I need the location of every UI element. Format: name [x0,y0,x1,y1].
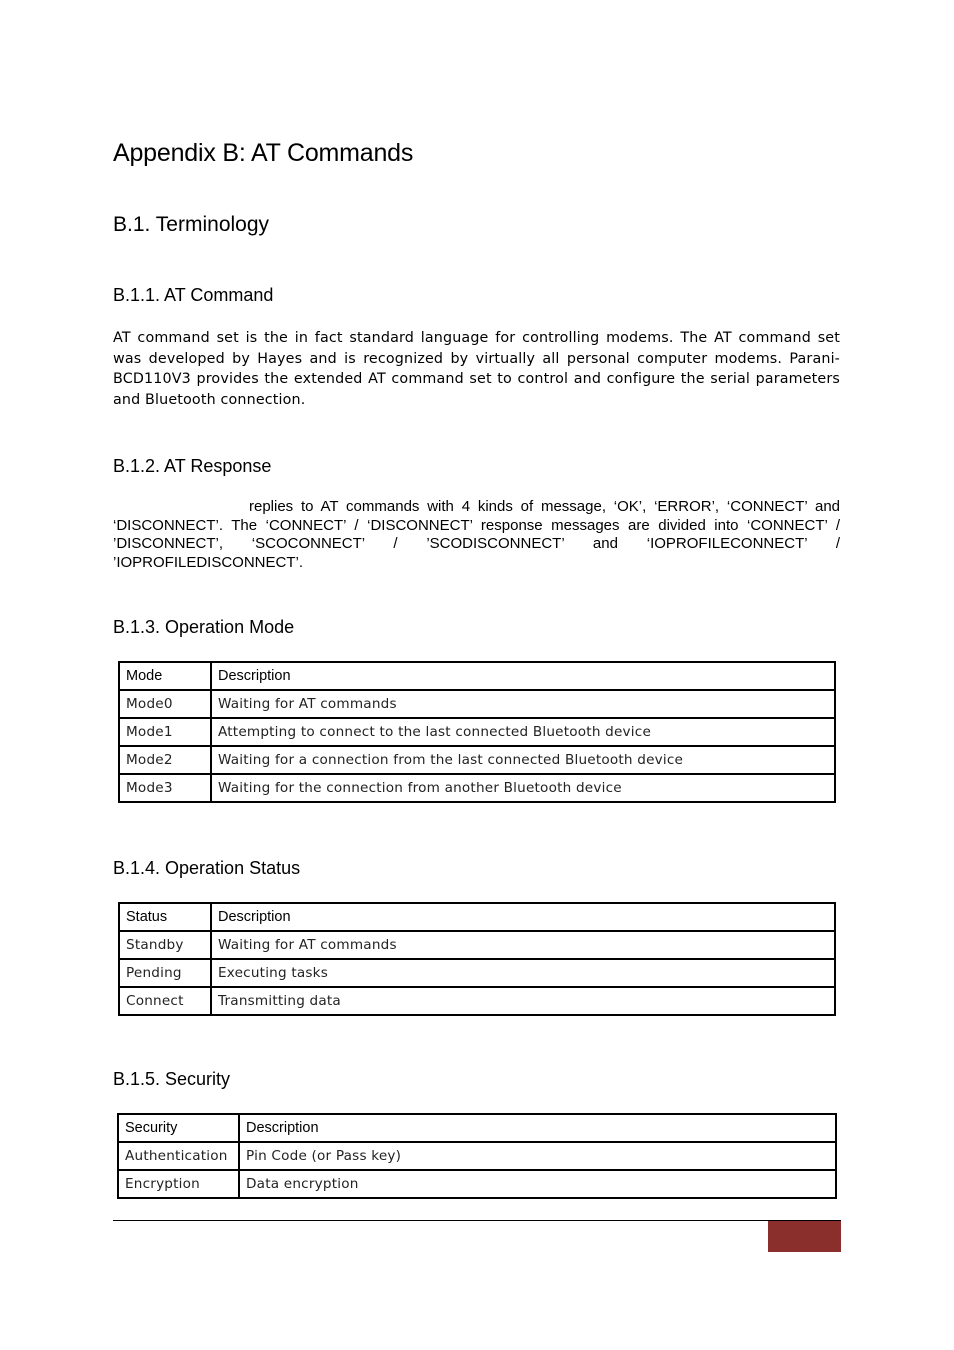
header-cell: Description [211,903,835,931]
table-row [119,746,835,774]
header-cell: Description [239,1114,836,1142]
page-number-box [768,1221,841,1252]
table-header-row [119,662,835,690]
table-cell: Waiting for the connection from another Bluetooth device [211,774,835,802]
table-row [119,690,835,718]
header-cell: Mode [119,662,211,690]
table-cell: Executing tasks [211,959,835,987]
table-header-row [119,903,835,931]
table-row [119,774,835,802]
table-cell: Transmitting data [211,987,835,1015]
subsection-heading-at-command: B.1.1. AT Command [113,285,274,305]
table-cell: Connect [119,987,211,1015]
table-row [119,718,835,746]
section-heading: B.1. Terminology [113,213,270,236]
at-response-paragraph [113,498,840,573]
footer-rule [113,1220,841,1221]
operation-status-table [118,902,836,1016]
at-command-paragraph: AT command set is the in fact standard language for controlling modems. The AT command set was developed by Hayes and is recognized by virtually all personal computer modems. Parani-BCD110V3 provides the extended AT command set to control and configure the serial parameters and Bluetooth connection. [113,330,840,409]
security-table [117,1113,837,1199]
table-row [119,959,835,987]
table-header-row [118,1114,836,1142]
table-cell: Attempting to connect to the last connected Bluetooth device [211,718,835,746]
subsection-heading-operation-mode: B.1.3. Operation Mode [113,617,295,637]
table-cell: Waiting for AT commands [211,931,835,959]
table-cell: Mode1 [119,718,211,746]
header-cell: Security [118,1114,239,1142]
header-cell: Description [211,662,835,690]
at-response-text: replies to AT commands with 4 kinds of message, ‘OK’, ‘ERROR’, ‘CONNECT’ and ‘DISCONNECT’. The ‘CONNECT’ / ‘DISCONNECT’ response messages are divided into ‘CONNECT’ / ’DISCONNECT’, ‘SCOCONNECT’ / ’SCODISCONNECT’ and ‘IOPROFILECONNECT’ / ’IOPROFILEDISCONNECT’. [113,498,840,572]
operation-mode-table [118,661,836,803]
table-row [118,1142,836,1170]
table-cell: Data encryption [239,1170,836,1198]
table-cell: Standby [119,931,211,959]
table-cell: Authentication [118,1142,239,1170]
table-cell: Mode0 [119,690,211,718]
table-cell: Encryption [118,1170,239,1198]
table-row [119,931,835,959]
table-cell: Pending [119,959,211,987]
table-row [118,1170,836,1198]
table-cell: Waiting for AT commands [211,690,835,718]
subsection-heading-at-response: B.1.2. AT Response [113,456,272,476]
subsection-heading-security: B.1.5. Security [113,1069,231,1089]
table-cell: Pin Code (or Pass key) [239,1142,836,1170]
subsection-heading-operation-status: B.1.4. Operation Status [113,858,301,878]
header-cell: Status [119,903,211,931]
table-cell: Mode2 [119,746,211,774]
table-cell: Waiting for a connection from the last connected Bluetooth device [211,746,835,774]
table-row [119,987,835,1015]
page-title: Appendix B: AT Commands [113,139,414,167]
table-cell: Mode3 [119,774,211,802]
